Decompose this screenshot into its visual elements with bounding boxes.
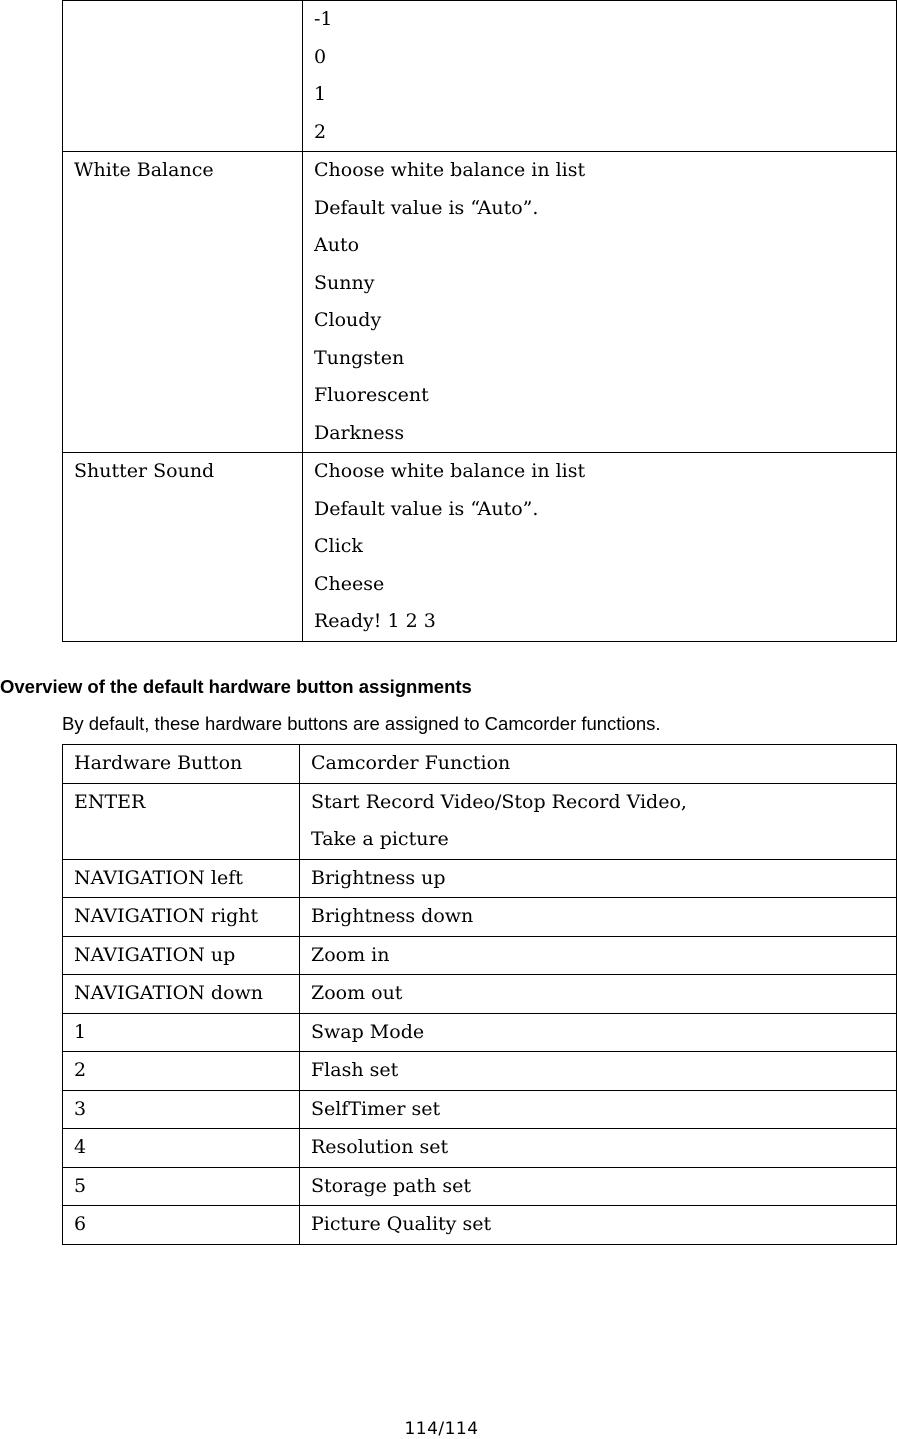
function-cell: SelfTimer set: [300, 1090, 897, 1129]
function-cell: Storage path set: [300, 1167, 897, 1206]
page-number: 114/114: [404, 1419, 479, 1439]
section-heading: Overview of the default hardware button assignments: [0, 676, 472, 697]
table-row: [63, 453, 897, 642]
button-cell: 4: [63, 1129, 300, 1168]
table-row: [63, 1013, 897, 1052]
button-cell: 3: [63, 1090, 300, 1129]
button-cell: ENTER: [63, 783, 300, 859]
table-row: [63, 1052, 897, 1091]
table-row: [63, 898, 897, 937]
button-cell: 6: [63, 1206, 300, 1245]
function-cell: Start Record Video/Stop Record Video, Take a picture: [300, 783, 897, 859]
table-row: [63, 1129, 897, 1168]
button-cell: NAVIGATION down: [63, 975, 300, 1014]
table-row: [63, 1, 897, 152]
setting-label: [63, 1, 303, 152]
table-row: [63, 1206, 897, 1245]
section-intro: By default, these hardware buttons are assigned to Camcorder functions.: [62, 713, 661, 734]
function-cell: Zoom out: [300, 975, 897, 1014]
button-cell: 2: [63, 1052, 300, 1091]
button-cell: 5: [63, 1167, 300, 1206]
buttons-table: [62, 744, 897, 1245]
function-cell: Resolution set: [300, 1129, 897, 1168]
table-row: [63, 936, 897, 975]
setting-values: Choose white balance in list Default value is “Auto”. Click Cheese Ready! 1 2 3: [303, 453, 897, 642]
table-row: [63, 975, 897, 1014]
button-cell: NAVIGATION right: [63, 898, 300, 937]
function-cell: Brightness down: [300, 898, 897, 937]
button-cell: NAVIGATION up: [63, 936, 300, 975]
function-cell: Flash set: [300, 1052, 897, 1091]
function-cell: Brightness up: [300, 859, 897, 898]
function-cell: Swap Mode: [300, 1013, 897, 1052]
table-row: [63, 152, 897, 453]
settings-table: [62, 0, 897, 642]
button-cell: NAVIGATION left: [63, 859, 300, 898]
table-header-row: [63, 745, 897, 784]
setting-label: Shutter Sound: [63, 453, 303, 642]
table-row: [63, 859, 897, 898]
button-cell: 1: [63, 1013, 300, 1052]
setting-values: -1 0 1 2: [303, 1, 897, 152]
table-row: [63, 783, 897, 859]
function-cell: Zoom in: [300, 936, 897, 975]
table-row: [63, 1167, 897, 1206]
header-camcorder-function: Camcorder Function: [300, 745, 897, 784]
table-row: [63, 1090, 897, 1129]
setting-values: Choose white balance in list Default value is “Auto”. Auto Sunny Cloudy Tungsten Fluorescent Darkness: [303, 152, 897, 453]
setting-label: White Balance: [63, 152, 303, 453]
function-cell: Picture Quality set: [300, 1206, 897, 1245]
header-hardware-button: Hardware Button: [63, 745, 300, 784]
